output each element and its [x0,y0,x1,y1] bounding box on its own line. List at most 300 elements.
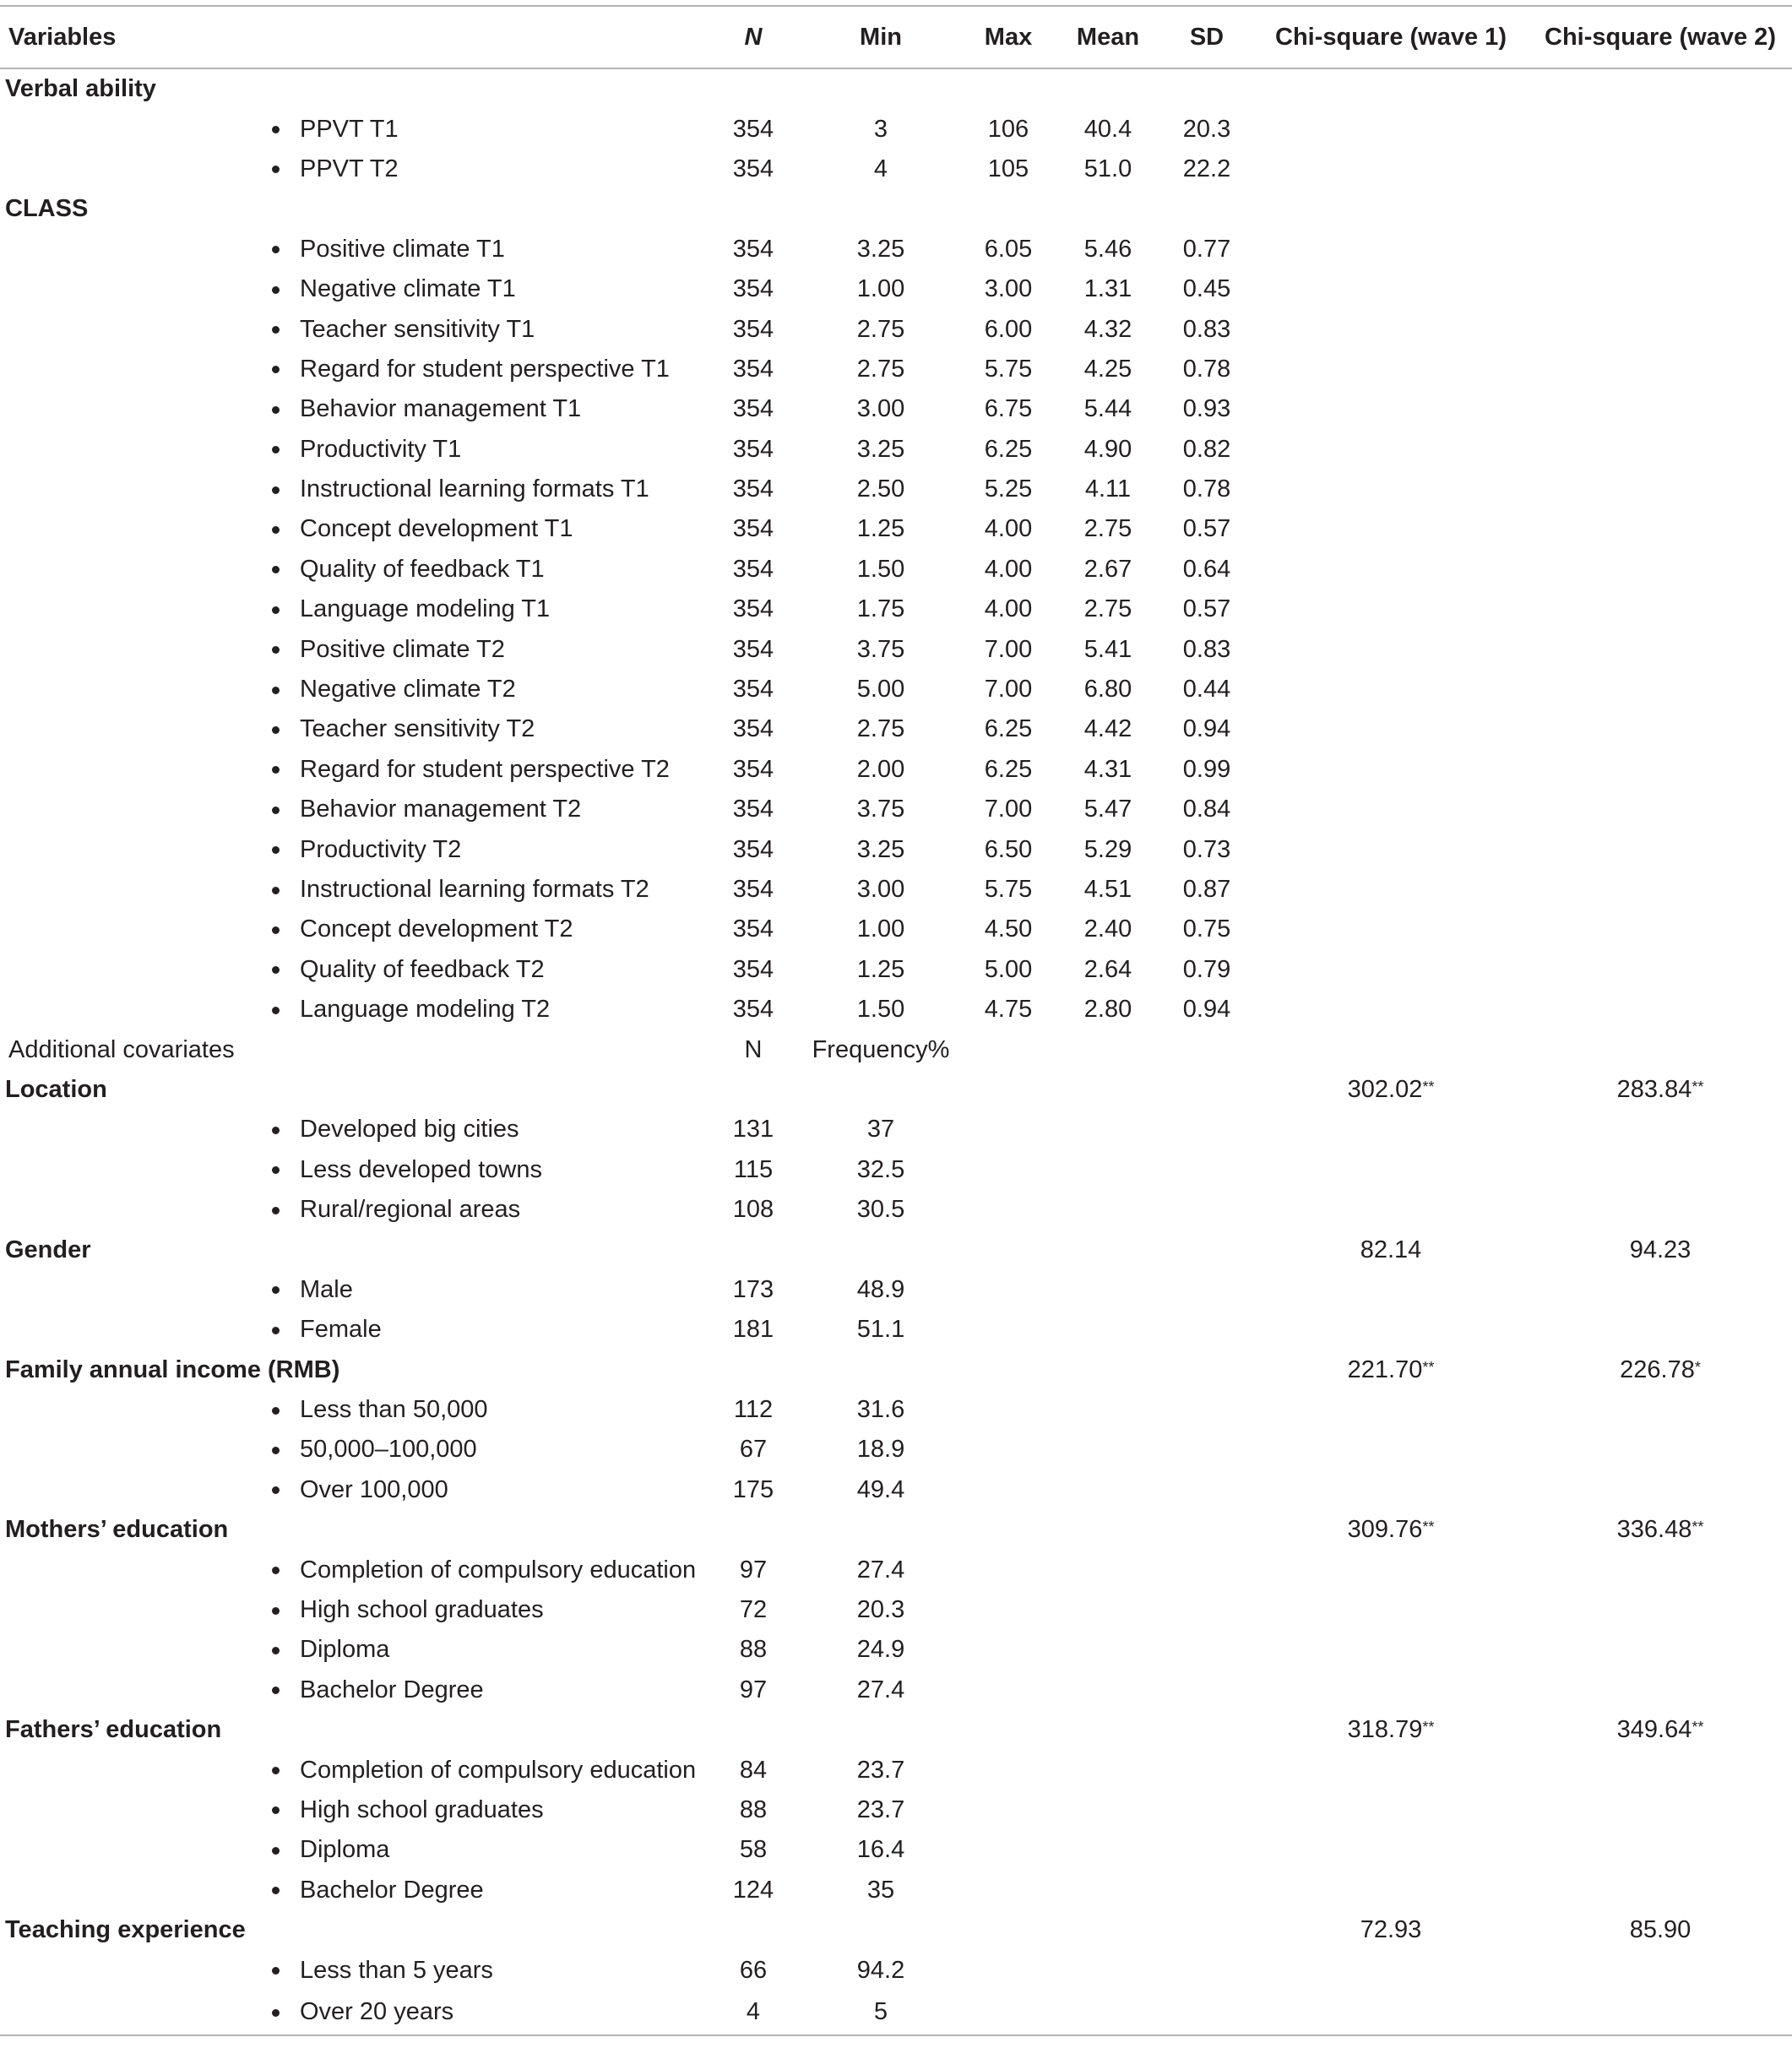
variable-label-cell [0,1550,706,1589]
significance-marker: ** [1692,1078,1704,1095]
sd-cell [1160,1871,1253,1910]
table-row [0,1110,1792,1149]
bullet-icon [272,1007,280,1014]
mean-cell [1056,1470,1160,1510]
table-body [0,68,1792,2035]
max-cell [961,1390,1056,1430]
chi-square-wave-2-cell [1529,230,1792,269]
mean-cell: 4.42 [1083,715,1132,743]
variable-label-cell [0,1950,706,1990]
chi-square-wave-1-cell [1253,109,1529,149]
n-cell: 354 [732,635,774,663]
subheader-row [0,1029,1792,1069]
chi-square-wave-2-cell [1529,1390,1792,1430]
variable-label-cell [0,829,706,869]
table-row [0,230,1792,269]
chi-square-value: 283.84 [1616,1075,1692,1103]
variable-label: High school graduates [300,1596,544,1624]
chi-square-value: 309.76 [1347,1516,1423,1544]
variable-label-cell [0,149,706,189]
min-cell: 3 [873,115,888,143]
chi-square-wave-1-cell [1253,1950,1529,1990]
mean-cell [1056,1310,1160,1350]
bullet-icon [272,1647,280,1654]
bullet-icon [272,1207,280,1214]
bullet-icon [272,486,280,494]
mean-cell [1056,1590,1160,1630]
sd-cell: 0.93 [1182,395,1231,423]
min-cell: 32.5 [856,1155,905,1183]
chi-square-wave-2-cell [1529,1470,1792,1510]
chi-square-wave-2-cell [1529,68,1792,109]
variable-label-cell [0,709,706,749]
variable-label-cell [0,1871,706,1910]
sd-cell [1160,1950,1253,1990]
chi-square-wave-2-cell [1529,829,1792,869]
min-cell: 5.00 [856,676,905,703]
min-cell: 3.75 [856,635,905,663]
mean-cell: 4.32 [1083,315,1132,343]
table-row [0,709,1792,749]
n-cell: 354 [732,235,774,263]
max-cell: 7.00 [984,635,1033,663]
significance-marker: ** [1422,1078,1435,1095]
sd-cell: 0.84 [1182,796,1231,823]
min-cell: 5 [801,1991,961,2035]
variable-label-cell [0,950,706,990]
min-cell: 3.00 [856,876,905,903]
n-cell: 66 [739,1956,768,1984]
variable-label: Language modeling T1 [300,595,551,623]
variable-label: PPVT T1 [300,115,399,143]
variable-label-cell: Family annual income (RMB) [5,1355,340,1383]
variable-label-cell [0,430,706,470]
max-cell [961,1310,1056,1350]
chi-square-wave-2-cell [1529,509,1792,549]
chi-square-wave-1-cell [1253,1590,1529,1630]
variable-label: Developed big cities [300,1116,519,1144]
min-cell [801,1510,961,1550]
mean-cell [1056,1430,1160,1469]
variable-label-cell [0,1390,706,1430]
n-cell [706,1510,801,1550]
chi-square-wave-1-cell [1253,68,1529,109]
mean-cell [1056,1230,1160,1269]
variable-label-cell: Fathers’ education [5,1716,222,1744]
chi-square-wave-2-cell [1529,550,1792,589]
mean-cell: 40.4 [1083,115,1132,143]
chi-square-wave-2-cell [1529,1991,1792,2035]
min-cell: 35 [866,1876,895,1904]
chi-square-wave-1-cell [1253,1790,1529,1830]
mean-cell: 5.41 [1083,635,1132,663]
chi-square-wave-2-cell [1529,709,1792,749]
table-row [0,1630,1792,1670]
chi-square-wave-2-cell [1529,1550,1792,1589]
chi-square-wave-1-cell [1253,470,1529,509]
max-cell: 106 [987,115,1029,143]
table-row [0,1470,1792,1510]
section-header-row [0,1350,1792,1390]
sd-cell [1160,1991,1253,2035]
variable-label-cell [0,1830,706,1870]
header-chi-square-wave-1: Chi-square (wave 1) [1253,6,1529,68]
n-cell: 354 [732,835,774,863]
header-sd: SD [1160,6,1253,68]
mean-cell [1056,1871,1160,1910]
variable-label-cell [0,1110,706,1149]
chi-square-wave-2-cell [1529,109,1792,149]
variable-label-cell [0,629,706,669]
n-cell: 354 [732,715,774,743]
n-cell: 354 [732,355,774,383]
chi-square-wave-2-cell [1529,350,1792,389]
header-min: Min [801,6,961,68]
bullet-icon [272,926,280,934]
min-cell: 1.00 [856,915,905,943]
chi-square-wave-1-cell [1253,1270,1529,1310]
chi-square-wave-1-cell [1253,629,1529,669]
chi-square-value: 318.79 [1347,1716,1423,1744]
sd-cell: 0.83 [1182,635,1231,663]
chi-square-wave-2-cell [1529,470,1792,509]
chi-square-wave-1-cell [1253,550,1529,589]
min-cell: Frequency% [812,1035,950,1063]
max-cell: 5.00 [984,955,1033,983]
chi-square-wave-1-cell [1253,1670,1529,1710]
max-cell: 6.05 [984,235,1033,263]
variable-label: Completion of compulsory education [300,1556,697,1584]
min-cell: 94.2 [856,1956,905,1984]
mean-cell: 4.25 [1083,355,1132,383]
max-cell [961,1470,1056,1510]
mean-cell [1056,1630,1160,1670]
chi-square-wave-2-cell [1529,1670,1792,1710]
sd-cell [1160,1230,1253,1269]
max-cell [961,1950,1056,1990]
chi-square-wave-1-cell [1253,1029,1529,1069]
variable-label: Concept development T1 [300,515,573,543]
variable-label: Bachelor Degree [300,1876,484,1904]
n-cell: 124 [732,1876,774,1904]
sd-cell [1160,1510,1253,1550]
variable-label-cell [0,509,706,549]
variable-label: High school graduates [300,1795,544,1823]
sd-cell [1160,1310,1253,1350]
chi-square-wave-1-cell [1253,990,1529,1029]
descriptive-statistics-table [0,5,1792,2036]
chi-square-value: 72.93 [1360,1916,1422,1944]
min-cell: 1.75 [856,595,905,623]
min-cell: 51.1 [856,1316,905,1344]
sd-cell [1160,1270,1253,1310]
bullet-icon [272,1407,280,1415]
min-cell: 27.4 [856,1676,905,1703]
max-cell: 105 [987,155,1029,182]
variable-label: Negative climate T2 [300,676,516,703]
chi-square-wave-2-cell [1529,309,1792,349]
min-cell: 2.75 [856,315,905,343]
n-cell: 88 [739,1636,768,1664]
table-row [0,870,1792,910]
header-mean: Mean [1056,6,1160,68]
table-row [0,950,1792,990]
variable-label-cell [0,1470,706,1510]
max-cell [961,1670,1056,1710]
variable-label-cell [0,1150,706,1190]
variable-label: Productivity T1 [300,435,462,463]
variable-label: 50,000–100,000 [300,1436,477,1464]
mean-cell [1056,1950,1160,1990]
header-chi-square-wave-2: Chi-square (wave 2) [1529,6,1792,68]
chi-square-wave-1-cell [1253,1190,1529,1230]
min-cell: 1.50 [856,555,905,583]
variable-label: Quality of feedback T1 [300,555,545,583]
variable-label-cell [0,550,706,589]
mean-cell [1056,1150,1160,1190]
bullet-icon [272,126,280,133]
table-row [0,550,1792,589]
sd-cell [1160,1110,1253,1149]
chi-square-wave-2-cell [1529,750,1792,790]
chi-square-wave-2-cell [1529,1070,1792,1110]
sd-cell [1160,1350,1253,1390]
chi-square-value: 349.64 [1616,1716,1692,1744]
mean-cell: 5.46 [1083,235,1132,263]
header-row [0,6,1792,68]
sd-cell: 0.75 [1182,915,1231,943]
variable-label: Behavior management T2 [300,796,582,823]
sd-cell: 0.78 [1182,355,1231,383]
chi-square-wave-1-cell [1253,709,1529,749]
sd-cell: 0.79 [1182,955,1231,983]
mean-cell: 4.51 [1083,876,1132,903]
sd-cell [1160,1390,1253,1430]
table-row [0,1950,1792,1990]
n-cell: 354 [732,955,774,983]
variable-label: Instructional learning formats T2 [300,876,649,903]
min-cell: 2.75 [856,715,905,743]
n-cell: 354 [732,796,774,823]
min-cell: 48.9 [856,1275,905,1303]
table-row [0,1590,1792,1630]
n-cell: 131 [732,1116,774,1144]
significance-marker: ** [1692,1719,1704,1736]
variable-label: Quality of feedback T2 [300,955,545,983]
n-cell: 84 [739,1756,768,1784]
table-row [0,670,1792,709]
min-cell: 49.4 [856,1475,905,1503]
max-cell [961,1150,1056,1190]
max-cell [961,1710,1056,1750]
n-cell [706,1350,801,1390]
chi-square-wave-2-cell [1529,1830,1792,1870]
variable-label-cell [0,389,706,429]
n-cell [706,1910,801,1950]
table-row [0,990,1792,1029]
bullet-icon [272,1967,280,1975]
chi-square-wave-2-cell [1529,790,1792,829]
significance-marker: * [1694,1358,1701,1376]
min-cell: 23.7 [856,1795,905,1823]
sd-cell [1160,1070,1253,1110]
min-cell: 3.25 [856,235,905,263]
chi-square-wave-2-cell [1529,910,1792,949]
chi-square-wave-2-cell [1529,149,1792,189]
max-cell [961,1110,1056,1149]
max-cell [961,1230,1056,1269]
chi-square-wave-1-cell [1253,1710,1529,1750]
variable-label-cell [0,589,706,629]
table-row [0,1390,1792,1430]
chi-square-wave-1-cell [1253,1150,1529,1190]
table-row [0,1991,1792,2035]
n-cell: 115 [733,1155,774,1183]
sd-cell [1160,1750,1253,1790]
mean-cell: 1.31 [1083,275,1132,303]
sd-cell: 0.77 [1182,235,1231,263]
chi-square-wave-2-cell [1529,1750,1792,1790]
max-cell [961,1550,1056,1589]
n-cell: 354 [732,755,774,783]
table-row [0,1871,1792,1910]
variable-label-cell [0,109,706,149]
variable-label-cell [0,309,706,349]
n-cell: 88 [739,1795,768,1823]
mean-cell: 2.67 [1083,555,1132,583]
min-cell: 1.25 [856,955,905,983]
table-row [0,1790,1792,1830]
chi-square-wave-1-cell [1253,950,1529,990]
chi-square-wave-1-cell [1253,1310,1529,1350]
table-row [0,1150,1792,1190]
chi-square-wave-1-cell [1253,269,1529,309]
bullet-icon [272,1447,280,1454]
chi-square-value: 336.48 [1616,1516,1692,1544]
chi-square-wave-1-cell [1253,1110,1529,1149]
sd-cell: 0.99 [1182,755,1231,783]
mean-cell [1056,68,1160,109]
table-row [0,750,1792,790]
max-cell [961,1871,1056,1910]
n-cell [706,1230,801,1269]
variable-label-cell [0,1310,706,1350]
mean-cell: 5.44 [1083,395,1132,423]
bullet-icon [272,406,280,414]
chi-square-wave-2-cell [1529,1310,1792,1350]
sd-cell [1160,1029,1253,1069]
n-cell: 354 [732,435,774,463]
variable-label: Concept development T2 [300,915,573,943]
chi-square-wave-1-cell [1253,1991,1529,2035]
chi-square-value: 226.78 [1620,1355,1695,1383]
table-row [0,509,1792,549]
chi-square-wave-2-cell [1529,670,1792,709]
min-cell: 1.50 [856,996,905,1024]
sd-cell: 0.94 [1182,996,1231,1024]
n-cell: 354 [732,996,774,1024]
chi-square-wave-2-cell [1529,1790,1792,1830]
chi-square-wave-2-cell [1529,1190,1792,1230]
sd-cell [1160,1910,1253,1950]
max-cell: 5.25 [984,475,1033,503]
table-row [0,1270,1792,1310]
chi-square-wave-1-cell [1253,389,1529,429]
variable-label: Positive climate T1 [300,235,505,263]
chi-square-wave-2-cell [1529,1110,1792,1149]
min-cell: 2.00 [856,755,905,783]
variable-label: Less developed towns [300,1155,542,1183]
min-cell: 3.00 [856,395,905,423]
mean-cell [1056,1910,1160,1950]
chi-square-wave-2-cell [1529,1510,1792,1550]
bullet-icon [272,687,280,694]
sd-cell: 0.78 [1182,475,1231,503]
min-cell: 16.4 [856,1836,905,1864]
sd-cell: 0.64 [1182,555,1231,583]
max-cell [961,1630,1056,1670]
chi-square-wave-1-cell [1253,670,1529,709]
variable-label-cell [0,750,706,790]
mean-cell [1056,1550,1160,1589]
max-cell [961,1830,1056,1870]
max-cell [961,1190,1056,1230]
variable-label: PPVT T2 [300,155,399,182]
n-cell [706,189,801,229]
bullet-icon [272,326,280,334]
significance-marker: ** [1692,1518,1704,1536]
table-row [0,149,1792,189]
min-cell: 3.25 [856,435,905,463]
variable-label: Rural/regional areas [300,1196,521,1224]
chi-square-wave-2-cell [1529,269,1792,309]
max-cell [961,1270,1056,1310]
max-cell: 6.25 [984,715,1033,743]
n-cell: 181 [732,1316,774,1344]
chi-square-wave-2-cell [1529,870,1792,910]
max-cell: 4.00 [984,555,1033,583]
bullet-icon [272,606,280,614]
chi-square-wave-1-cell [1253,230,1529,269]
bullet-icon [272,1607,280,1615]
n-cell: 354 [732,915,774,943]
chi-square-wave-1-cell [1253,1750,1529,1790]
table-row [0,269,1792,309]
variable-label-cell [0,269,706,309]
chi-square-wave-1-cell [1253,870,1529,910]
mean-cell [1056,1670,1160,1710]
chi-square-wave-1-cell [1253,750,1529,790]
sd-cell: 0.83 [1182,315,1231,343]
min-cell: 4 [873,155,888,182]
sd-cell [1160,1710,1253,1750]
chi-square-wave-1-cell [1253,1830,1529,1870]
min-cell: 37 [866,1116,895,1144]
chi-square-wave-1-cell [1253,1470,1529,1510]
bullet-icon [272,887,280,894]
sd-cell [1160,1630,1253,1670]
max-cell [961,1029,1056,1069]
n-cell [706,68,801,109]
section-header-row [0,1070,1792,1110]
bullet-icon [272,2009,280,2017]
chi-square-wave-2-cell [1529,950,1792,990]
n-cell: 354 [732,155,774,182]
bullet-icon [272,1127,280,1134]
section-header-row [0,1230,1792,1269]
variable-label: Teacher sensitivity T1 [300,315,535,343]
bullet-icon [272,807,280,814]
